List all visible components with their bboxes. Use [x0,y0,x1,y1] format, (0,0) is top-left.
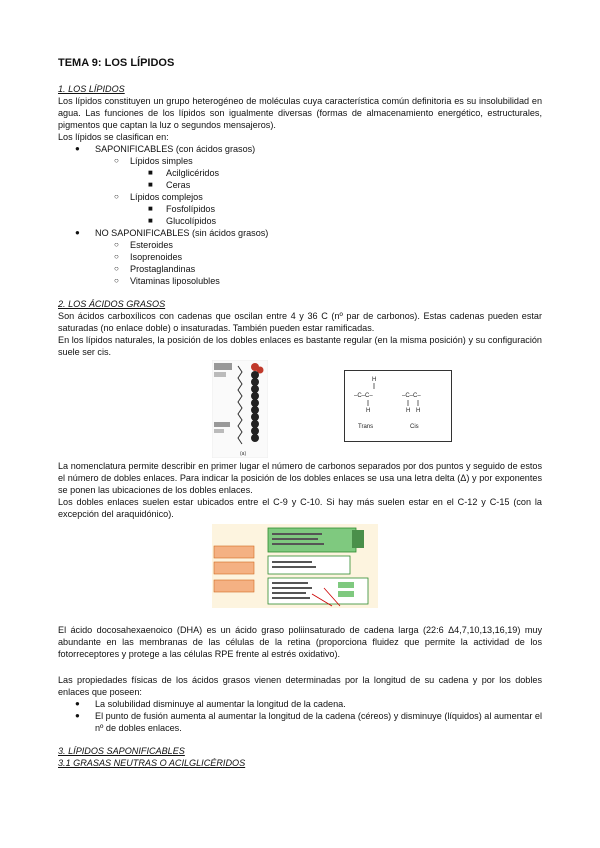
cis-h-left: H [406,408,411,414]
bullet-square-icon: ■ [148,216,153,225]
figure-label: (a) [240,451,247,457]
nomenclature-diagram-figure [212,524,378,608]
bullet-icon: ● [75,144,80,153]
bullet-circle-icon: ○ [114,264,119,273]
list-item-glucolipidos: Glucolípidos [166,216,217,226]
bullet-circle-icon: ○ [114,192,119,201]
paragraph-acidos-definicion: Son ácidos carboxílicos con cadenas que oscilan entre 4 y 36 C (nº par de carbonos). Estas cadenas pueden estar saturadas (no enlace doble) o insaturadas. También pueden estar ramificadas. [58,311,542,333]
paragraph-propiedades: Las propiedades físicas de los ácidos grasos vienen determinadas por la longitud de su cadena y por los dobles enlaces que poseen: [58,675,542,697]
subsection-heading-grasas-neutras: 3.1 GRASAS NEUTRAS O ACILGLICÉRIDOS [58,758,246,768]
bullet-icon: ● [75,228,80,237]
fatty-acid-model-figure [212,360,268,458]
section-heading-lipidos: 1. LOS LÍPIDOS [58,84,125,94]
list-item-saponificables: SAPONIFICABLES (con ácidos grasos) [95,144,256,154]
list-item-esteroides: Esteroides [130,240,173,250]
bullet-circle-icon: ○ [114,276,119,285]
trans-h-bottom: H [366,408,371,414]
page-title: TEMA 9: LOS LÍPIDOS [58,57,175,69]
trans-cis-figure [344,370,452,442]
section-heading-saponificables: 3. LÍPIDOS SAPONIFICABLES [58,746,185,756]
bullet-circle-icon: ○ [114,240,119,249]
cis-label: Cis [410,424,419,430]
bullet-square-icon: ■ [148,180,153,189]
list-item-vitaminas: Vitaminas liposolubles [130,276,220,286]
list-item-punto-fusion: El punto de fusión aumenta al aumentar la longitud de la cadena (céreos) y disminuye (líquidos) al aumentar el nº de dobles enlaces. [95,711,542,733]
list-item-prostaglandinas: Prostaglandinas [130,264,196,274]
bullet-square-icon: ■ [148,204,153,213]
trans-h-top: H [372,377,377,383]
paragraph-clasificacion: Los lípidos se clasifican en: [58,132,169,142]
bullet-circle-icon: ○ [114,252,119,261]
paragraph-dha: El ácido docosahexaenoico (DHA) es un ácido graso poliinsaturado de cadena larga (22:6 Δ4,7,10,13,16,19) muy abundante en las membranas de las células de la retina (proporciona fluidez que permite la actividad de los fotorreceptores y protege a las células RPE frente al estrés oxidativo). [58,625,542,659]
list-item-isoprenoides: Isoprenoides [130,252,183,262]
list-item-solubilidad: La solubilidad disminuye al aumentar la longitud de la cadena. [95,699,346,709]
paragraph-ubicacion-enlaces: Los dobles enlaces suelen estar ubicados entre el C-9 y C-10. Si hay más suelen estar en el C-12 y C-15 (con la excepción del araquidónico). [58,497,542,519]
list-item-complejos: Lípidos complejos [130,192,203,202]
list-item-no-saponificables: NO SAPONIFICABLES (sin ácidos grasos) [95,228,269,238]
bullet-icon: ● [75,699,80,708]
list-item-simples: Lípidos simples [130,156,193,166]
paragraph-lipidos-intro: Los lípidos constituyen un grupo heterogéneo de moléculas cuya característica común definitoria es su insolubilidad en agua. Las funciones de los lípidos son igualmente diversas (formas de almacenamiento energético, estructurales, pigmentos que captan la luz o segundos mensajeros). [58,96,542,130]
paragraph-nomenclatura: La nomenclatura permite describir en primer lugar el número de carbonos separados por dos puntos y seguido de estos el número de dobles enlaces. Para indicar la posición de los dobles enlaces se usa una letra delta (Δ) y por exponentes se ponen las ubicaciones de los dobles enlaces. [58,461,542,495]
paragraph-dobles-enlaces-cis: En los lípidos naturales, la posición de los dobles enlaces es bastante regular (en la misma posición) y su configuración suele ser cis. [58,335,542,357]
trans-label: Trans [358,424,374,430]
svg-text:–C–C–: –C–C– [402,393,421,399]
bullet-square-icon: ■ [148,168,153,177]
bullet-icon: ● [75,711,80,720]
section-heading-acidos-grasos: 2. LOS ÁCIDOS GRASOS [58,299,166,309]
bullet-circle-icon: ○ [114,156,119,165]
svg-text:–C–C–: –C–C– [354,393,373,399]
list-item-acilgliceridos: Acilglicéridos [166,168,220,178]
list-item-fosfolipidos: Fosfolípidos [166,204,216,214]
cis-h-right: H [416,408,421,414]
list-item-ceras: Ceras [166,180,191,190]
